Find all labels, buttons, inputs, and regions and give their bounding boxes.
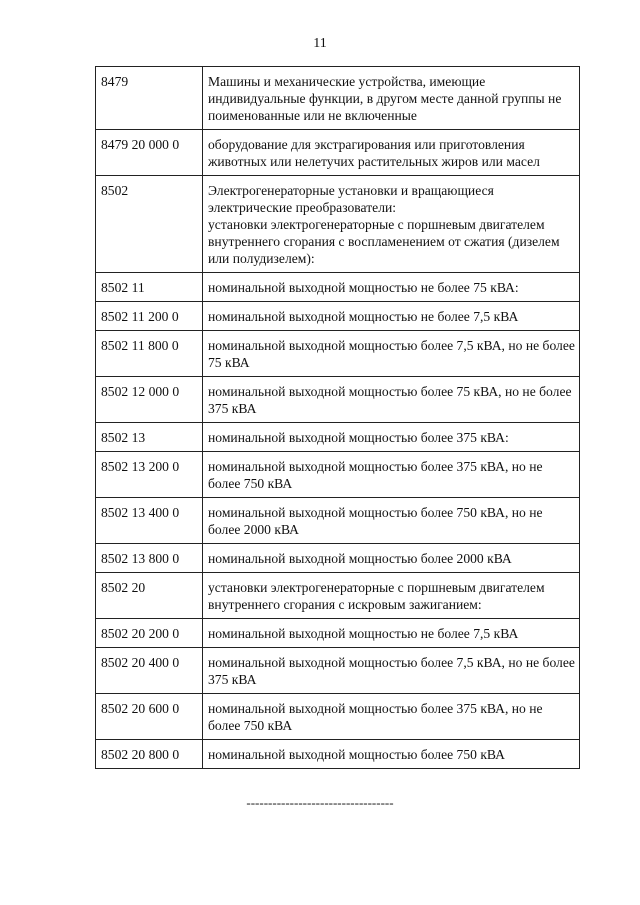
table-row (96, 648, 580, 694)
description-cell: оборудование для экстрагирования или приготовления животных или нелетучих растительных жиров или масел (203, 130, 580, 176)
description-cell: номинальной выходной мощностью более 75 кВА, но не более 375 кВА (203, 377, 580, 423)
table-row (96, 573, 580, 619)
code-cell: 8502 20 200 0 (96, 619, 203, 648)
code-cell: 8502 11 (96, 273, 203, 302)
code-cell: 8502 13 400 0 (96, 498, 203, 544)
code-cell: 8502 20 400 0 (96, 648, 203, 694)
description-cell: номинальной выходной мощностью более 7,5 кВА, но не более 375 кВА (203, 648, 580, 694)
description-cell: Машины и механические устройства, имеющие индивидуальные функции, в другом месте данной группы не поименованные или не включенные (203, 67, 580, 130)
table-row (96, 377, 580, 423)
description-cell: номинальной выходной мощностью более 375 кВА, но не более 750 кВА (203, 694, 580, 740)
description-cell: номинальной выходной мощностью более 750 кВА, но не более 2000 кВА (203, 498, 580, 544)
code-cell: 8502 20 (96, 573, 203, 619)
description-cell: номинальной выходной мощностью не более 75 кВА: (203, 273, 580, 302)
table-row (96, 67, 580, 130)
code-cell: 8502 12 000 0 (96, 377, 203, 423)
description-cell: номинальной выходной мощностью более 750 кВА (203, 740, 580, 769)
table-row (96, 498, 580, 544)
description-cell: Электрогенераторные установки и вращающиеся электрические преобразователи: установки электрогенераторные с поршневым двигателем внутреннего сгорания с воспламенением от сжатия (дизелем или полудизелем): (203, 176, 580, 273)
code-cell: 8502 13 200 0 (96, 452, 203, 498)
table-row (96, 423, 580, 452)
code-cell: 8502 13 (96, 423, 203, 452)
table-row (96, 130, 580, 176)
code-cell: 8502 11 200 0 (96, 302, 203, 331)
code-cell: 8502 20 600 0 (96, 694, 203, 740)
code-cell: 8502 20 800 0 (96, 740, 203, 769)
table-row (96, 452, 580, 498)
table-row (96, 619, 580, 648)
tariff-code-table (95, 66, 580, 769)
table-row (96, 331, 580, 377)
table-row (96, 273, 580, 302)
description-cell: номинальной выходной мощностью более 375 кВА, но не более 750 кВА (203, 452, 580, 498)
description-cell: номинальной выходной мощностью не более 7,5 кВА (203, 302, 580, 331)
page-number: 11 (313, 36, 327, 51)
table-row (96, 694, 580, 740)
table-row (96, 176, 580, 273)
code-cell: 8502 (96, 176, 203, 273)
code-cell: 8502 11 800 0 (96, 331, 203, 377)
description-cell: номинальной выходной мощностью более 2000 кВА (203, 544, 580, 573)
table-row (96, 544, 580, 573)
end-of-list-divider: ---------------------------------- (246, 795, 394, 810)
description-cell: номинальной выходной мощностью более 375 кВА: (203, 423, 580, 452)
table-row (96, 740, 580, 769)
code-cell: 8479 20 000 0 (96, 130, 203, 176)
description-cell: номинальной выходной мощностью не более 7,5 кВА (203, 619, 580, 648)
description-cell: номинальной выходной мощностью более 7,5 кВА, но не более 75 кВА (203, 331, 580, 377)
table-row (96, 302, 580, 331)
code-cell: 8479 (96, 67, 203, 130)
code-cell: 8502 13 800 0 (96, 544, 203, 573)
description-cell: установки электрогенераторные с поршневым двигателем внутреннего сгорания с искровым зажиганием: (203, 573, 580, 619)
